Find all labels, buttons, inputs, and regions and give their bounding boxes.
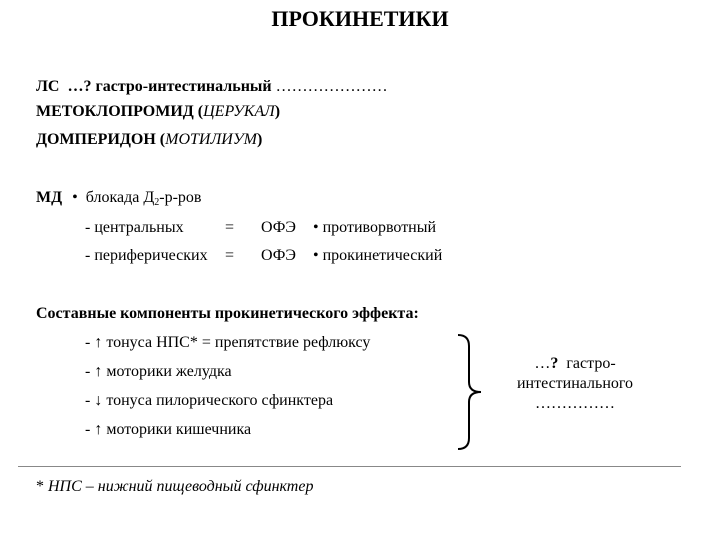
component-item: - ↑ тонуса НПС* = препятствие рефлюксу [85,334,371,351]
side-note [500,354,650,414]
component-item: - ↑ моторики кишечника [85,421,252,438]
ls-dots: ………………… [275,78,388,95]
md-sub: 2 [154,197,160,208]
side-note-question: ? [550,355,559,372]
md-text-a: блокада Д [85,189,155,206]
drug-domperidone [36,131,262,149]
component-item: - ↑ моторики желудка [85,363,232,380]
md-row-effect: • прокинетический [313,247,443,264]
md-label: МД [36,189,63,206]
md-text-b: -р-ров [159,189,202,206]
components-heading: Составные компоненты прокинетического эффекта: [36,305,419,322]
side-note-suffix: гастро- [558,355,616,372]
md-row-abbr: ОФЭ [261,247,296,264]
page-title: ПРОКИНЕТИКИ [271,6,449,31]
divider [18,466,681,467]
side-note-prefix: … [534,355,551,372]
side-note-line2: интестинального [516,375,634,392]
side-note-line1 [500,354,650,374]
md-row-type: - периферических [85,247,208,264]
drug-brand: ЦЕРУКАЛ [203,103,275,120]
md-row-abbr: ОФЭ [261,219,296,236]
drug-brand: МОТИЛИУМ [165,131,257,148]
md-row-peripheral [85,247,442,265]
curly-brace-icon [455,332,495,452]
md-row-central [85,219,436,237]
md-row-type: - центральных [85,219,184,236]
md-row-eq: = [225,247,235,264]
md-row-effect: • противорвотный [313,219,437,236]
drug-name: ДОМПЕРИДОН ( [36,131,166,148]
ls-query: …? гастро-интестинальный [67,78,272,95]
drug-metoclopramide [36,103,280,121]
footnote-star: * [36,478,44,495]
drug-name: МЕТОКЛОПРОМИД ( [36,103,204,120]
drug-close: ) [274,103,281,120]
footnote-text: НПС – нижний пищеводный сфинктер [48,478,314,495]
footnote [36,478,313,496]
md-bullet: • [72,189,78,206]
md-line [36,189,201,208]
component-item: - ↓ тонуса пилорического сфинктера [85,392,334,409]
drug-close: ) [256,131,263,148]
md-row-eq: = [225,219,235,236]
ls-line [36,78,388,96]
side-note-line3: …………… [535,395,615,412]
ls-prefix: ЛС [36,78,60,95]
